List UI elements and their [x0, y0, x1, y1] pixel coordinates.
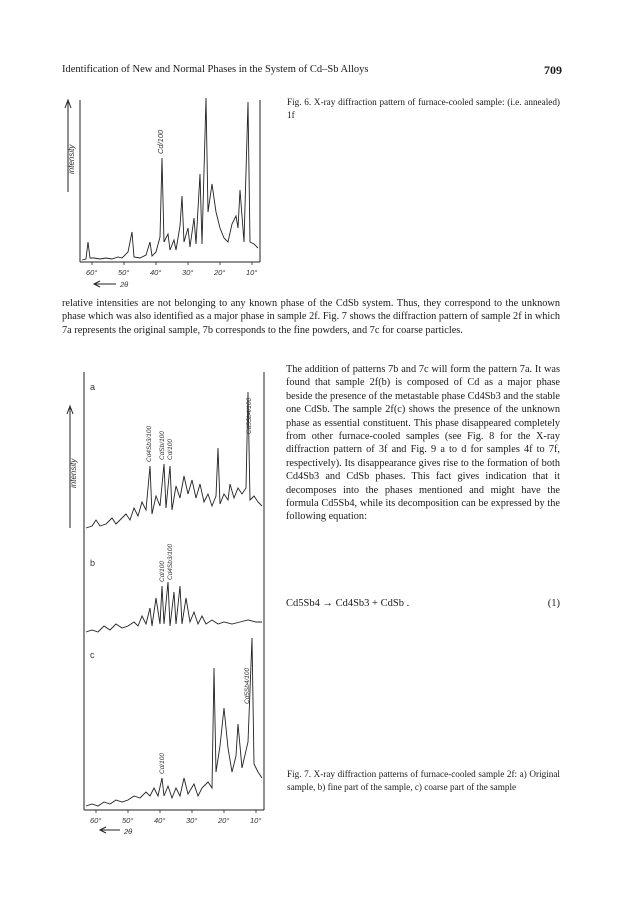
fig6-caption: Fig. 6. X-ray diffraction pattern of furnace-cooled sample: (i.e. annealed) 1f — [287, 97, 560, 120]
paragraph-right: The addition of patterns 7b and 7c will form the pattern 7a. It was found that sample 2f(b) is composed of Cd as a major phase beside the presence of the metastable phase Cd4Sb3 and the stable one CdSb. The sample 2f(c) shows the presence of the unknown phase as essential constituent. This phase disappeared completely from other furnace-cooled samples (see Fig. 8 for the X-ray diffraction pattern of 3f and Fig. 9 a to d for samples 4f to 7f, respectively). Its disappearance gives rise to the formation of both Cd4Sb3 and CdSb phases. This fact gives indication that it decomposes into the phases mentioned and might have the formula Cd5Sb4, while its decomposition can be expressed by the following equation: — [286, 364, 560, 523]
fig7-caption: Fig. 7. X-ray diffraction patterns of furnace-cooled sample 2f: a) Original sample, b) fine part of the sample, c) coarse part of the sample — [287, 769, 560, 792]
fig6-pattern-trace — [82, 98, 258, 260]
page-number: 709 — [544, 63, 562, 77]
fig7-tick-40: 40° — [154, 816, 166, 825]
equation-number: (1) — [547, 598, 560, 609]
fig6-tick-30: 30° — [182, 268, 194, 277]
header-title: Identification of New and Normal Phases in the System of Cd–Sb Alloys — [62, 64, 369, 75]
fig6-tick-50: 50° — [118, 268, 130, 277]
fig7b-label-2: Cd4Sb3/100 — [167, 543, 174, 580]
fig7-tick-30: 30° — [186, 816, 198, 825]
fig7-panel-b-label: b — [90, 558, 96, 568]
fig7c-label-1: Cd/100 — [159, 753, 166, 774]
fig7-tick-60: 60° — [90, 816, 102, 825]
fig6-tick-10: 10° — [246, 268, 258, 277]
fig7b-label-1: Cd/100 — [159, 561, 166, 582]
fig7a-label-1: Cd4Sb3/100 — [146, 425, 153, 462]
fig6-tick-20: 20° — [214, 268, 226, 277]
equation-1 — [286, 598, 560, 609]
fig6-tick-60: 60° — [86, 268, 98, 277]
fig6-peak-label: Cd/100 — [156, 129, 165, 154]
fig7-diffraction-plots — [62, 368, 280, 838]
fig7-tick-50: 50° — [122, 816, 134, 825]
fig7a-label-4: Cd5Sb4/100 — [246, 397, 253, 434]
fig7-ylabel: intensity — [69, 458, 78, 488]
fig6-tick-40: 40° — [150, 268, 162, 277]
fig6-diffraction-plot — [62, 92, 280, 292]
fig7-xlabel: 2θ — [124, 827, 133, 836]
fig6-ylabel: intensity — [67, 144, 76, 174]
fig7-tick-10: 10° — [250, 816, 262, 825]
fig7a-trace — [86, 392, 262, 528]
fig7a-label-3: Cd/100 — [167, 439, 174, 460]
fig6-xlabel: 2θ — [120, 280, 129, 289]
fig7-panel-c-label: c — [90, 650, 95, 660]
fig7b-trace — [86, 582, 262, 632]
fig7-panel-a-label: a — [90, 382, 96, 392]
fig7-tick-20: 20° — [218, 816, 230, 825]
equation-text: Cd5Sb4 → Cd4Sb3 + CdSb . — [286, 598, 410, 609]
fig7c-label-2: Cd5Sb4/100 — [244, 667, 251, 704]
fig7c-trace — [86, 638, 262, 806]
fig7a-label-2: CdSb/100 — [159, 431, 166, 460]
paragraph-wide: relative intensities are not belonging to any known phase of the CdSb system. Thus, they correspond to the unknown phase which was also identified as a major phase in sample 2f. Fig. 7 shows the diffraction pattern of sample 2f in which 7a represents the original sample, 7b corresponds to the fine powders, and 7c for coarse particles. — [62, 298, 560, 336]
